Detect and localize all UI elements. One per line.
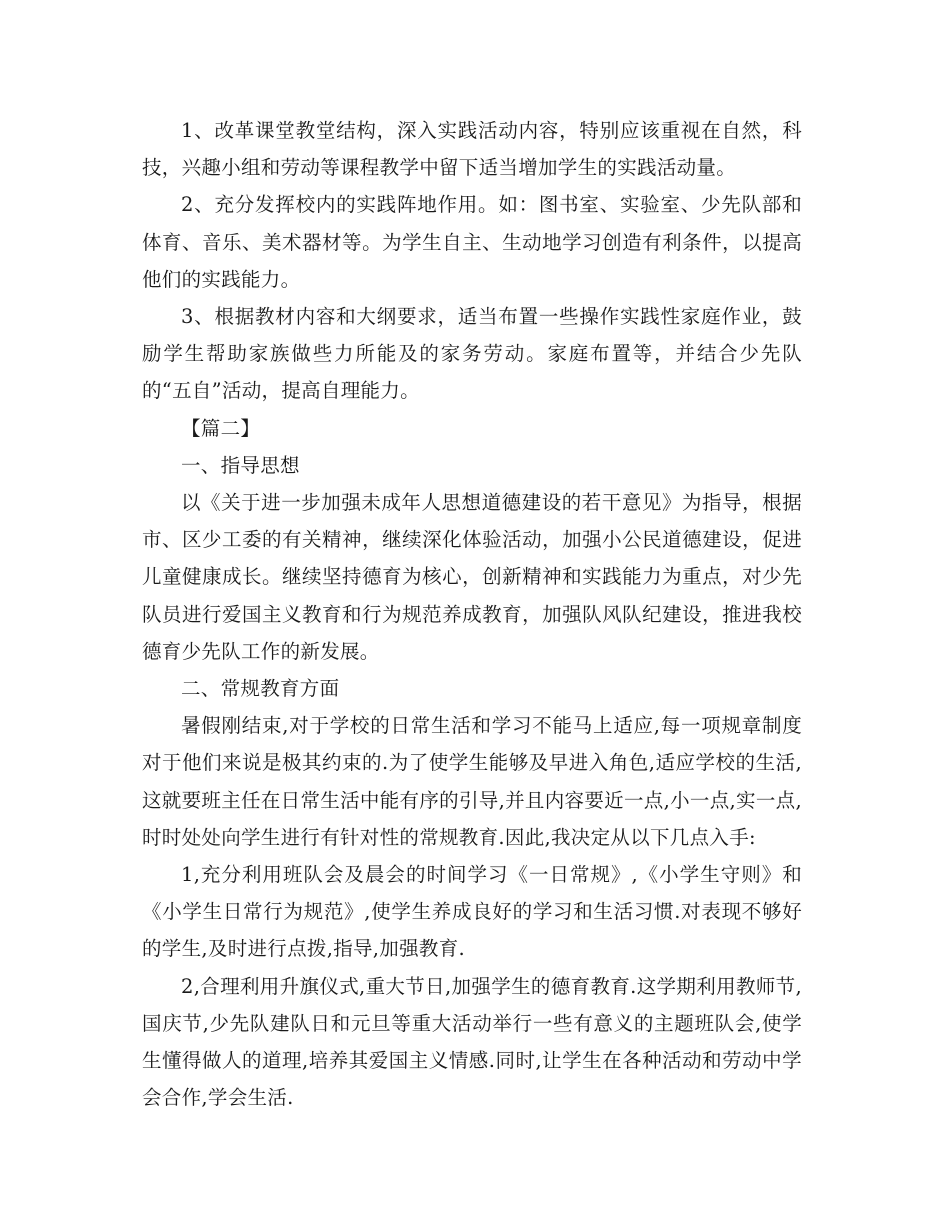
heading-routine-education: 二、常规教育方面 xyxy=(181,677,340,701)
paragraph-routine-intro: 暑假刚结束,对于学校的日常生活和学习不能马上适应,每一项规章制度对于他们来说是极其约束的.为了使学生能够及早进入角色,适应学校的生活,这就要班主任在日常生活中能有序的引导,并且内容要近一点,小一点,实一点,时时处处向学生进行有针对性的常规教育.因此,我决定从以下几点入手: xyxy=(142,714,802,849)
paragraph-guiding-ideology: 以《关于进一步加强未成年人思想道德建设的若干意见》为指导，根据市、区少工委的有关精神，继续深化体验活动，加强小公民道德建设，促进儿童健康成长。继续坚持德育为核心，创新精神和实践能力为重点，对少先队员进行爱国主义教育和行为规范养成教育，加强队风队纪建设，推进我校德育少先队工作的新发展。 xyxy=(142,491,802,663)
section-heading-part-two: 【篇二】 xyxy=(181,416,261,440)
paragraph-practice-1: 1、改革课堂教堂结构，深入实践活动内容，特别应该重视在自然，科技，兴趣小组和劳动等课程教学中留下适当增加学生的实践活动量。 xyxy=(142,119,802,180)
paragraph-practice-3: 3、根据教材内容和大纲要求，适当布置一些操作实践性家庭作业，鼓励学生帮助家族做些力所能及的家务劳动。家庭布置等，并结合少先队的“五自”活动，提高自理能力。 xyxy=(142,305,802,403)
paragraph-practice-2: 2、充分发挥校内的实践阵地作用。如：图书室、实验室、少先队部和体育、音乐、美术器材等。为学生自主、生动地学习创造有利条件，以提高他们的实践能力。 xyxy=(142,193,802,291)
paragraph-routine-1: 1,充分利用班队会及晨会的时间学习《一日常规》,《小学生守则》和《小学生日常行为规范》,使学生养成良好的学习和生活习惯.对表现不够好的学生,及时进行点拨,指导,加强教育. xyxy=(142,863,802,961)
document-body xyxy=(142,112,802,1116)
heading-guiding-ideology: 一、指导思想 xyxy=(181,453,300,477)
paragraph-routine-2: 2,合理利用升旗仪式,重大节日,加强学生的德育教育.这学期利用教师节,国庆节,少先队建队日和元旦等重大活动举行一些有意义的主题班队会,使学生懂得做人的道理,培养其爱国主义情感.同时,让学生在各种活动和劳动中学会合作,学会生活. xyxy=(142,974,802,1110)
